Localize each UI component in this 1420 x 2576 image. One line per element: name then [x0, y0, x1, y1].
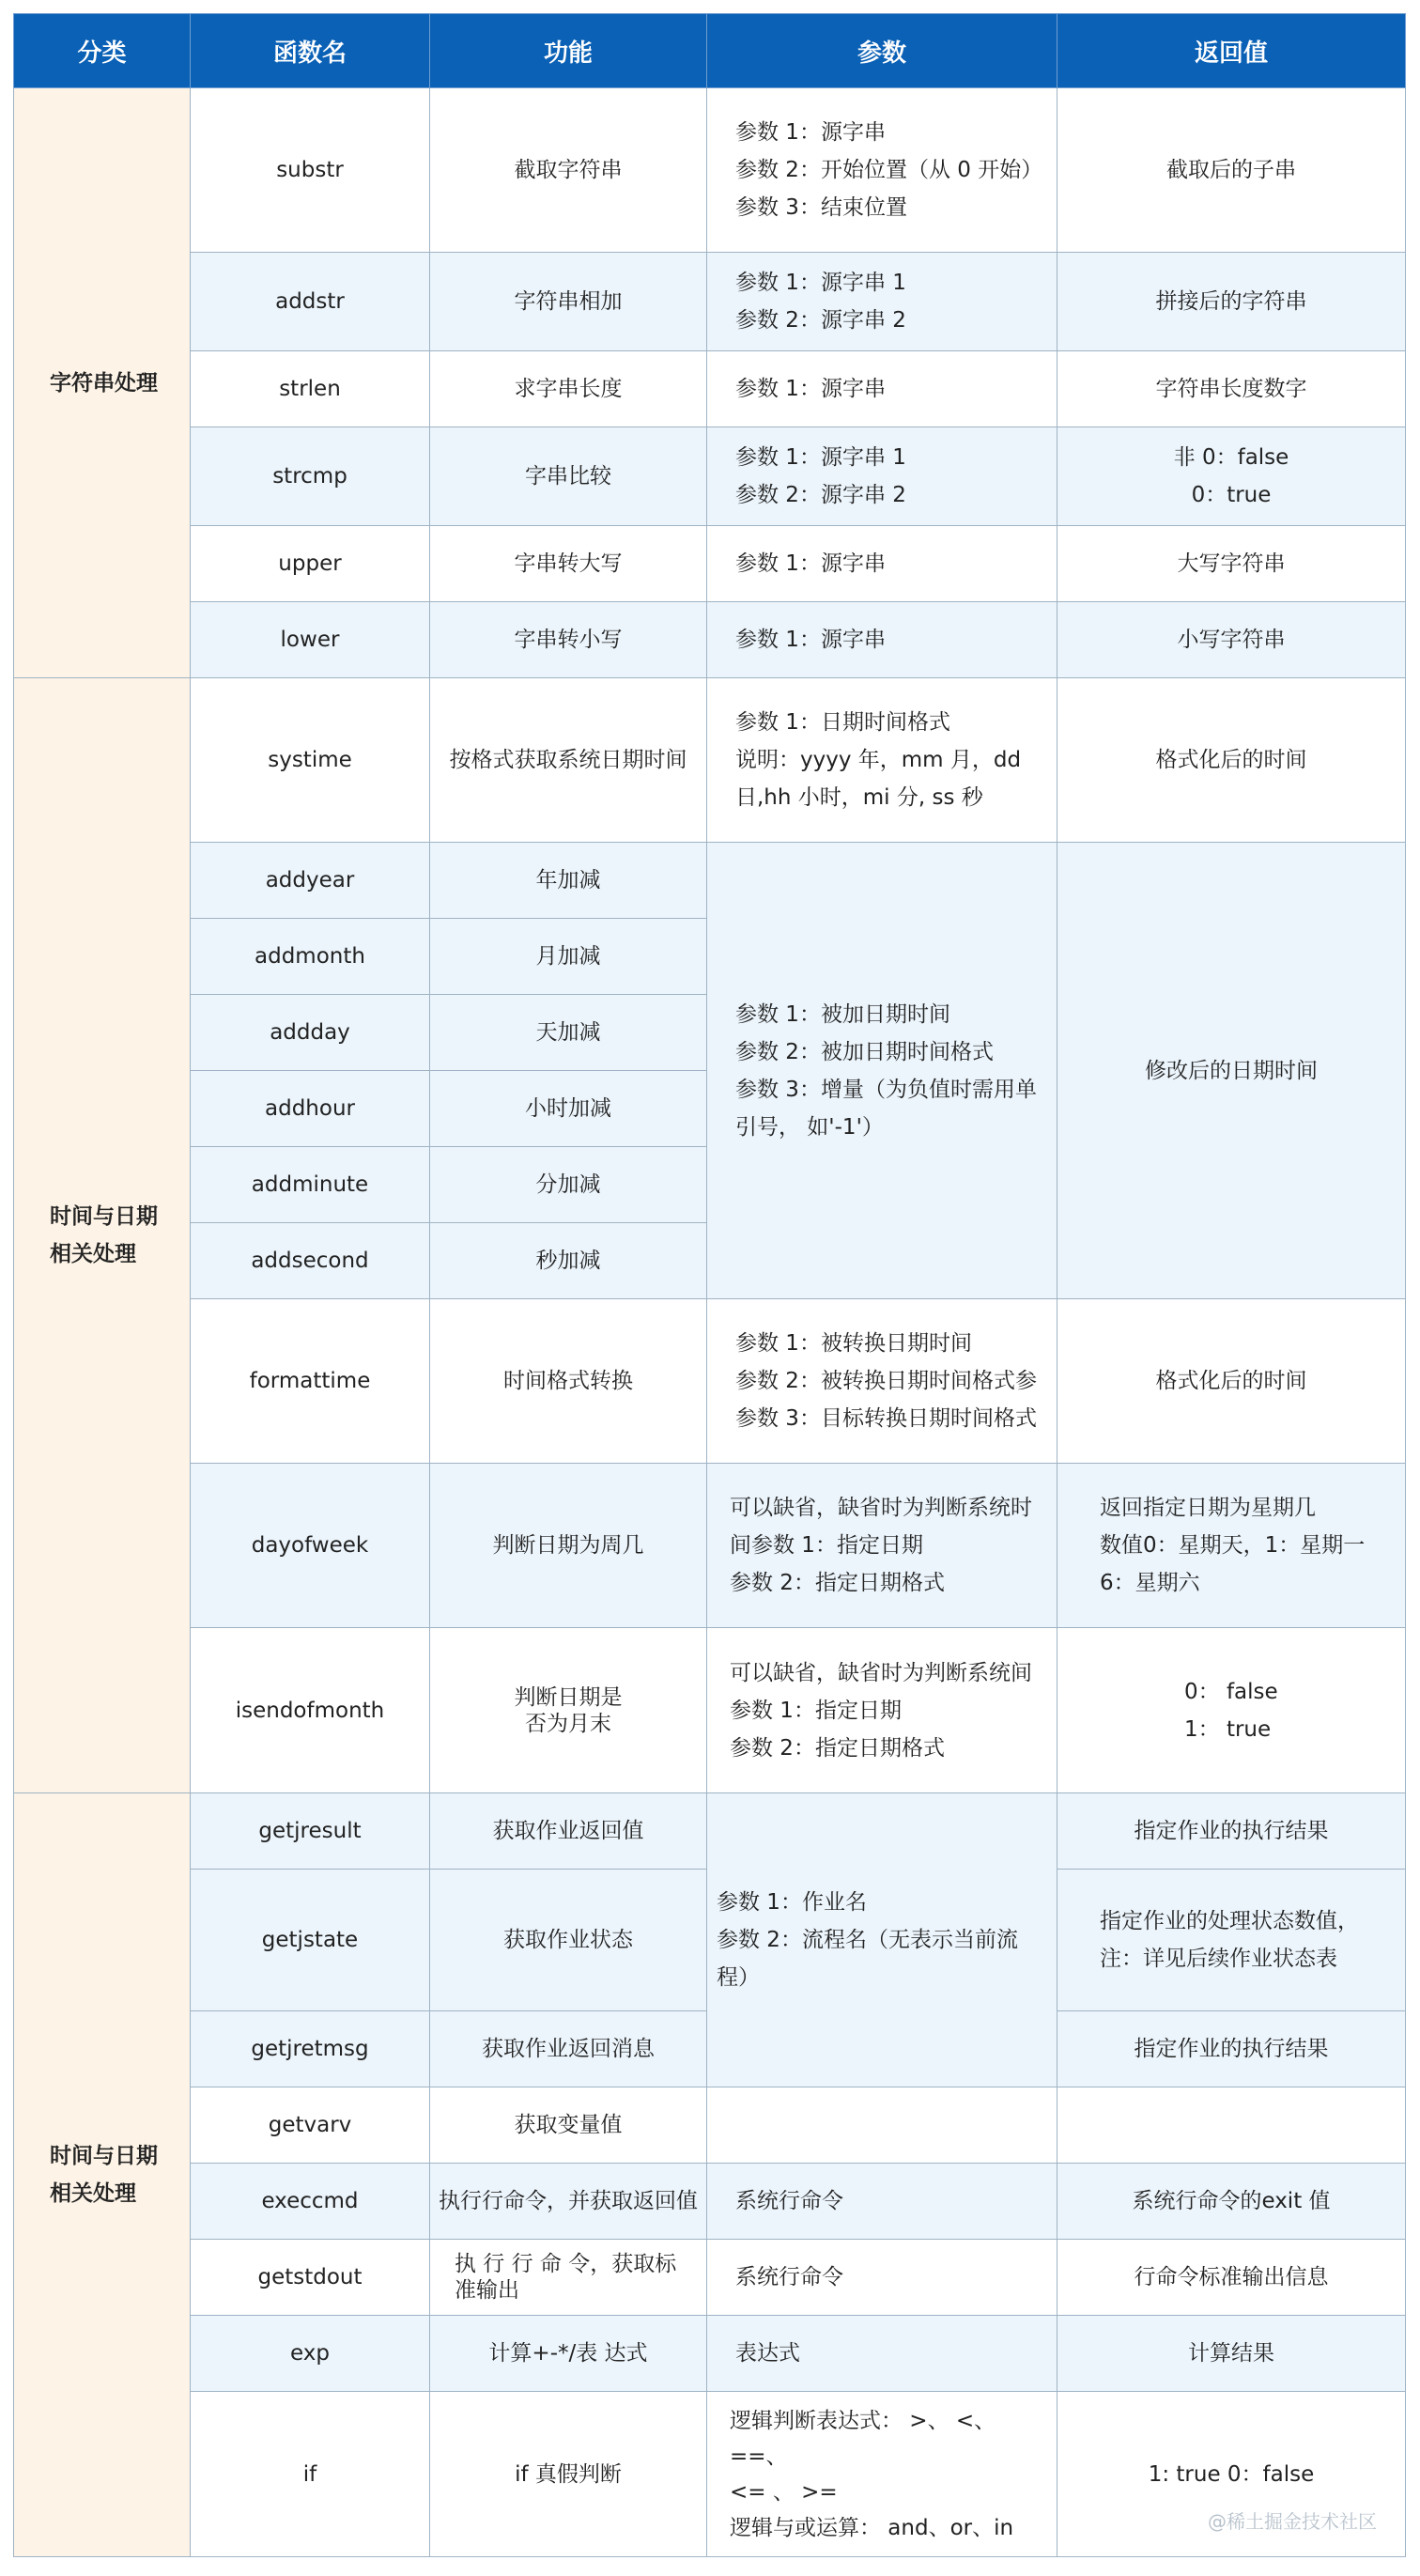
- cell-return: 截取后的子串: [1057, 88, 1406, 253]
- cell-line: 非 0：false: [1173, 445, 1289, 470]
- cell-line: 参数 1：源字串: [735, 120, 886, 145]
- cell-line: 0：true: [1191, 483, 1272, 507]
- cell-return: [1057, 1870, 1406, 2011]
- header-category: 分类: [14, 14, 191, 88]
- cell-function: 秒加减: [430, 1223, 707, 1299]
- cell-name: getvarv: [191, 2087, 430, 2164]
- cell-line: 参数 1：源字串: [735, 551, 886, 576]
- table-row: [14, 2164, 1406, 2240]
- cell-line: 参数 1：日期时间格式: [735, 710, 950, 735]
- cell-line: 参数 2：被加日期时间格式: [735, 1039, 994, 1064]
- cell-params: [707, 253, 1057, 351]
- cell-return: 小写字符串: [1057, 602, 1406, 678]
- cell-params: [707, 351, 1057, 427]
- table-row: [14, 843, 1406, 919]
- cell-function: if 真假判断: [430, 2392, 707, 2557]
- table-row: [14, 1299, 1406, 1464]
- cell-line: 判断日期是: [514, 1684, 623, 1710]
- cell-params: [707, 526, 1057, 602]
- cell-line: 参数 3：目标转换日期时间格式: [735, 1406, 1037, 1431]
- cell-name: getstdout: [191, 2240, 430, 2316]
- cell-line: 否为月末: [525, 1711, 611, 1736]
- cell-return: 系统行命令的exit 值: [1057, 2164, 1406, 2240]
- cell-line: 参数 1：指定日期: [730, 1698, 902, 1723]
- category-string: 字符串处理: [14, 88, 191, 678]
- cell-return: 行命令标准输出信息: [1057, 2240, 1406, 2316]
- cell-return: 指定作业的执行结果: [1057, 1793, 1406, 1870]
- cell-params: [707, 678, 1057, 843]
- cell-params: [707, 1464, 1057, 1628]
- table-row: [14, 1793, 1406, 1870]
- cell-line: ==、: [730, 2444, 788, 2469]
- cell-function: [430, 1628, 707, 1793]
- header-return: 返回值: [1057, 14, 1406, 88]
- table-row: [14, 678, 1406, 843]
- table-row: [14, 526, 1406, 602]
- cell-function: 小时加减: [430, 1071, 707, 1147]
- cell-name: getjstate: [191, 1870, 430, 2011]
- cell-name: strlen: [191, 351, 430, 427]
- cell-params: [707, 427, 1057, 526]
- cell-name: substr: [191, 88, 430, 253]
- cell-name: lower: [191, 602, 430, 678]
- table-row: [14, 2087, 1406, 2164]
- cell-name: strcmp: [191, 427, 430, 526]
- cell-name: isendofmonth: [191, 1628, 430, 1793]
- cell-line: 参数 1：被转换日期时间: [735, 1331, 972, 1356]
- table-row: [14, 2392, 1406, 2557]
- cell-return: 1: true 0：false: [1057, 2392, 1406, 2557]
- table-row: [14, 2240, 1406, 2316]
- cell-line: 参数 3：增量（为负值时需用单: [735, 1077, 1037, 1102]
- cell-line: 6：星期六: [1100, 1571, 1200, 1595]
- cell-line: 可以缺省，缺省时为判断系统时: [730, 1496, 1032, 1520]
- table-row: [14, 427, 1406, 526]
- cell-line: 参数 2：开始位置（从 0 开始）: [735, 158, 1043, 182]
- cell-function: 年加减: [430, 843, 707, 919]
- cell-params: [707, 1793, 1057, 2087]
- cell-function: 字符串相加: [430, 253, 707, 351]
- cell-function: 判断日期为周几: [430, 1464, 707, 1628]
- cell-line: 注：详见后续作业状态表: [1100, 1947, 1337, 1971]
- cell-name: getjresult: [191, 1793, 430, 1870]
- cell-name: addday: [191, 995, 430, 1071]
- cell-line: 准输出: [455, 2278, 519, 2303]
- cell-function: 获取变量值: [430, 2087, 707, 2164]
- cell-params: [707, 602, 1057, 678]
- cell-function: [430, 2240, 707, 2316]
- cell-function: 执行行命令，并获取返回值: [430, 2164, 707, 2240]
- cell-return: [1057, 427, 1406, 526]
- cell-name: dayofweek: [191, 1464, 430, 1628]
- cell-line: 返回指定日期为星期几: [1100, 1496, 1316, 1520]
- cell-line: 1： true: [1184, 1716, 1272, 1742]
- cell-name: addyear: [191, 843, 430, 919]
- table-row: [14, 1628, 1406, 1793]
- cell-line: 逻辑与或运算： and、or、in: [730, 2515, 1014, 2540]
- cell-name: getjretmsg: [191, 2011, 430, 2087]
- cell-return: 大写字符串: [1057, 526, 1406, 602]
- cell-line: 执 行 行 命 令，获取标: [455, 2252, 677, 2276]
- cell-line: 引号， 如'-1'）: [735, 1114, 884, 1140]
- cell-function: 字串转大写: [430, 526, 707, 602]
- cell-params: 系统行命令: [707, 2164, 1057, 2240]
- cell-params: 表达式: [707, 2316, 1057, 2392]
- cell-name: addminute: [191, 1147, 430, 1223]
- cell-name: execcmd: [191, 2164, 430, 2240]
- cell-params: [707, 1299, 1057, 1464]
- cell-line: 0： false: [1184, 1679, 1278, 1704]
- cell-params: [707, 1628, 1057, 1793]
- cell-line: 指定作业的处理状态数值，: [1100, 1909, 1359, 1933]
- table-row: [14, 602, 1406, 678]
- cell-function: 字串比较: [430, 427, 707, 526]
- cell-line: 逻辑判断表达式： >、 <、: [730, 2408, 996, 2433]
- cell-line: 参数 2：指定日期格式: [730, 1735, 945, 1761]
- cell-function: 获取作业返回值: [430, 1793, 707, 1870]
- table-row: [14, 88, 1406, 253]
- cell-return: 拼接后的字符串: [1057, 253, 1406, 351]
- cell-name: exp: [191, 2316, 430, 2392]
- table-row: [14, 351, 1406, 427]
- cell-return: 格式化后的时间: [1057, 1299, 1406, 1464]
- cell-name: addsecond: [191, 1223, 430, 1299]
- cell-params: [707, 2087, 1057, 2164]
- table-row: [14, 1464, 1406, 1628]
- cell-return: [1057, 1628, 1406, 1793]
- cell-line: 说明：yyyy 年，mm 月，dd: [735, 748, 1022, 772]
- cell-line: 参数 1：源字串 1: [735, 271, 906, 295]
- cell-name: formattime: [191, 1299, 430, 1464]
- cell-name: upper: [191, 526, 430, 602]
- cell-line: 间参数 1：指定日期: [730, 1533, 923, 1558]
- cell-params: [707, 2392, 1057, 2557]
- cell-line: 参数 2：指定日期格式: [730, 1571, 945, 1595]
- cell-name: addmonth: [191, 919, 430, 995]
- cell-line: 数值0：星期天，1：星期一: [1100, 1533, 1366, 1558]
- table-row: [14, 2316, 1406, 2392]
- cell-line: 参数 3：结束位置: [735, 195, 907, 220]
- table-row: [14, 253, 1406, 351]
- cell-name: systime: [191, 678, 430, 843]
- cell-return: 指定作业的执行结果: [1057, 2011, 1406, 2087]
- cell-params: [707, 843, 1057, 1299]
- cell-line: 参数 2：源字串 2: [735, 308, 906, 333]
- cell-name: if: [191, 2392, 430, 2557]
- cell-line: 参数 1：源字串: [735, 377, 886, 401]
- cell-return: 格式化后的时间: [1057, 678, 1406, 843]
- cell-line: 日,hh 小时，mi 分, ss 秒: [735, 785, 983, 810]
- cell-function: 求字串长度: [430, 351, 707, 427]
- cell-return: 计算结果: [1057, 2316, 1406, 2392]
- cell-function: 分加减: [430, 1147, 707, 1223]
- cell-line: <= 、 >=: [730, 2479, 838, 2505]
- header-row: [14, 14, 1406, 88]
- cell-function: 字串转小写: [430, 602, 707, 678]
- cell-line: 参数 1：源字串: [735, 628, 886, 652]
- cell-return: 修改后的日期时间: [1057, 843, 1406, 1299]
- cell-return: [1057, 1464, 1406, 1628]
- cell-function: 月加减: [430, 919, 707, 995]
- cell-function: 按格式获取系统日期时间: [430, 678, 707, 843]
- watermark: @稀土掘金技术社区: [1208, 2510, 1377, 2533]
- header-name: 函数名: [191, 14, 430, 88]
- cell-function: 天加减: [430, 995, 707, 1071]
- header-params: 参数: [707, 14, 1057, 88]
- cell-function: 获取作业状态: [430, 1870, 707, 2011]
- cell-line: 参数 1：作业名: [717, 1890, 867, 1915]
- cell-name: addhour: [191, 1071, 430, 1147]
- cell-function: 时间格式转换: [430, 1299, 707, 1464]
- cell-return: [1057, 2087, 1406, 2164]
- cell-return: 字符串长度数字: [1057, 351, 1406, 427]
- category-time: 时间与日期 相关处理: [14, 678, 191, 1793]
- cell-params: 系统行命令: [707, 2240, 1057, 2316]
- header-function: 功能: [430, 14, 707, 88]
- cell-function: 获取作业返回消息: [430, 2011, 707, 2087]
- cell-line: 参数 1：源字串 1: [735, 445, 906, 470]
- cell-line: 参数 2：源字串 2: [735, 483, 906, 507]
- cell-line: 可以缺省，缺省时为判断系统间: [730, 1660, 1032, 1685]
- cell-function: 计算+-*/表 达式: [430, 2316, 707, 2392]
- cell-line: 参数 2：流程名（无表示当前流程）: [717, 1928, 1018, 1990]
- cell-line: 参数 1：被加日期时间: [735, 1001, 950, 1027]
- category-job: 时间与日期 相关处理: [14, 1793, 191, 2557]
- cell-function: 截取字符串: [430, 88, 707, 253]
- cell-params: [707, 88, 1057, 253]
- function-table: [13, 13, 1406, 2557]
- cell-line: 参数 2：被转换日期时间格式参: [735, 1369, 1037, 1393]
- cell-name: addstr: [191, 253, 430, 351]
